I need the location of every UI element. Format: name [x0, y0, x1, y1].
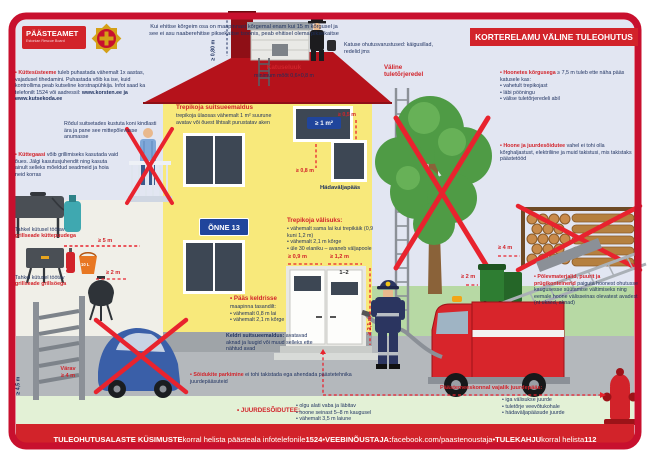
distance-05m-label: ≥ 0,5 m [338, 112, 356, 118]
balcony-smoking-note: Rõdul suitsetades kustuta koni kindlasti ära ja pane see mittepõlevasse anumasse [64, 121, 157, 141]
apartment-number: 1–2 [339, 270, 349, 276]
extinguisher-weight: 6 kg [61, 267, 67, 277]
logo-subtitle: Estonian Rescue Board [26, 39, 65, 43]
heating-systems-note: • Küttesüsteeme tuleb puhastada vähemalt 1x aastas, vajadusel tihedamini. Puhastada võib ka ise, kuid kontrollima peab kutseline korstnapühkija. Infot saad ka telefonilt 1524 või aadressil: www.korsten.ee ja www.kutsekoda.ee [15, 70, 146, 103]
access-road-note: • Hoone ja juurdesõidutee vahel ei tohi olla kõrghaljastust, elektriliine ja muid takistusi, mis takistaks päästetööd [500, 143, 632, 163]
door-width-1: ≥ 0,9 m [288, 254, 307, 260]
firewood-grill-label: Tahkel kütusel töötav grillseade küttepuudega [15, 227, 76, 240]
gate-height-label: ≥ 4,5 m [15, 376, 22, 395]
door-width-2: ≥ 1,2 m [330, 254, 349, 260]
stairwell-smoke-text: trepikoja ülaosas vähemalt 1 m² suurune avatav või õuest lihtsalt purustatav aken [176, 113, 272, 126]
title-banner: KORTERELAMU VÄLINE TULEOHUTUS [470, 28, 638, 46]
bucket-volume: 10 L [81, 262, 90, 267]
roof-hatch-dimensions: minimum mõõt 0,6×0,8 m [254, 73, 314, 79]
beacon-light-icon [452, 296, 462, 302]
wood-pile-icon [518, 206, 640, 270]
roof-hatch-title: Katuseluuk [266, 64, 302, 71]
external-ladder-label: Väline tuletõrjeredel [384, 64, 424, 79]
roof-safety-note: Katuse ohutusvarustused: käigusillad, redelid jms [344, 42, 433, 55]
charcoal-grill-label: Tahkel kütusel töötav grillseade grillsöega [15, 275, 67, 288]
entrance-door-requirements: • vähemalt sama lai kui trepikäik (0,9 kuni 1,2 m) • vähemalt 2,1 m kõrge • üle 30 elaniku – avaneb väljapoole [287, 226, 374, 252]
window-area-badge: ≥ 1 m² [307, 117, 341, 129]
footer-helpline-bar: TULEOHUTUSALASTE KÜSIMUSTE korral helista päästeala infotelefonile 1524 • VEEBINÕUSTAJA: facebook.com/paastenoustaja • TULEKAHJU korral helista 112 [53, 434, 597, 444]
flammables-note: • Põlevmaterjalid, puurit ja prügikonteinerid paiguta hoonest ohutusse kaugusesse süütamise vältimiseks ning eemale hoone välisseinas olevatest avadest (nt uksed, aknad) [534, 274, 638, 307]
window-upper-left [183, 133, 245, 187]
cellar-access-title: • Pääs keldrisse [230, 295, 277, 302]
stairwell-smoke-title: Trepikoja suitsueemaldus [176, 104, 253, 111]
house-number-sign: ÕNNE 13 [199, 218, 249, 236]
cellar-access-items: maapinna tasandilt: • vähemalt 0,8 m lai • vähemalt 2,1 m kõrge [230, 304, 285, 324]
distance-08m-label: ≥ 0,8 m [296, 168, 314, 174]
logo-title: PÄÄSTEAMET [26, 29, 79, 38]
gate-width-label: Värav ≥ 4 m [60, 366, 76, 379]
roof-access-note: • Hoonetes kõrgusega ≥ 7,5 m tuleb ette näha pääs katusele kas: • vahetult trepikojast • läbi pööningu • välise tuletõrjeredeli abil [500, 70, 625, 103]
wood-distance-label: ≥ 4 m [498, 245, 513, 251]
emergency-exit-label: Hädaväljapääs [320, 185, 361, 191]
parking-note: • Sõidukite parkimine ei tohi takistada ega ahendada päästetehnika juurdepääsuteid [190, 372, 352, 385]
entrance-door-title: Trepikoja välisuks: [287, 217, 343, 224]
paasteamet-logo [22, 26, 86, 49]
chimney-height-label: ≥ 0,80 m [210, 39, 217, 61]
rescue-board-star-icon [92, 24, 122, 54]
rescue-access-route-label: Päästemeeskonnal vajalik juurdepääs: [440, 385, 543, 391]
lightning-protection-note: Kui ehitise kõrgeim osa on maapinnast kõrgemal enam kui 15 m kõrgusel ja see ei asu naaberehitise piksekaitse tsoonis, peab ehitisel olema piksekaitse [149, 24, 339, 37]
window-lower-left [183, 240, 245, 294]
door-height: ≥ 2,1 m [367, 316, 374, 335]
grill-distance-5m: ≥ 5 m [98, 238, 113, 244]
bin-distance-label: ≥ 2 m [461, 274, 476, 280]
parked-car-icon [96, 320, 186, 398]
cellar-smoke-note: Keldri suitsueemaldus: avatavad aknad ja luugid või muud selleks ette nähtud avad [226, 333, 313, 353]
grill-distance-2m: ≥ 2 m [106, 270, 121, 276]
gas-grill-note: • Küttegaasi võib grillimiseks kasutada vaid õues. Jälgi kasutusjuhendit ning kasuta ainult selleks mõeldud seadmeid ja hoia neid korras [15, 152, 119, 178]
access-road-items: • olgu alati vaba ja läbitav • hoone seinast 5–8 m kaugusel • vähemalt 3,5 m laiune [296, 403, 372, 423]
access-road-title: • JUURDESÕIDUTEE: [237, 407, 301, 414]
emergency-exit-window [331, 140, 367, 182]
rescue-access-items: • iga välisukse juurde • tuletõrje veevõtukohale • hädaväljapääsude juurde [502, 397, 565, 417]
